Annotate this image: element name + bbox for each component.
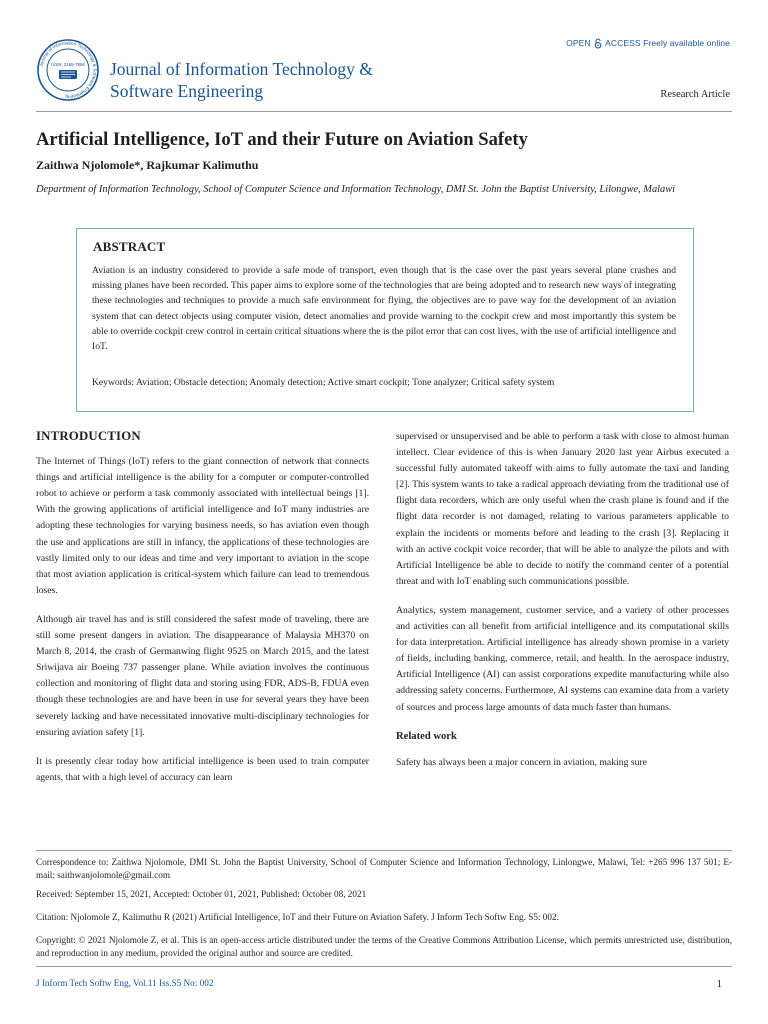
- open-access-lock-icon: [594, 38, 602, 49]
- abstract-heading: ABSTRACT: [93, 239, 166, 254]
- correspondence: Correspondence to: Zaithwa Njolomole, DMI St. John the Baptist University, School of Computer Science and Information Technology, Linlongwe, Malawi, Tel: +265 996 137 501; E-mail: saithwanjolomole@gmail.com: [36, 857, 732, 880]
- svg-text:Journal of Information Technol: Journal of Information Technology & Software Engineering: [38, 40, 98, 100]
- article-type: Research Article: [660, 89, 730, 100]
- introduction-heading: INTRODUCTION: [36, 429, 141, 443]
- journal-name-line1: Journal of Information Technology &: [110, 59, 373, 79]
- svg-text:ISSN: 2165-7866: ISSN: 2165-7866: [51, 62, 85, 67]
- body-paragraph: The Internet of Things (IoT) refers to the giant connection of network that connects things and artificial intelligence is the ability for a computer or computer-controlled robot to achieve or perform a task commonly associated with intellectual beings [1]. With the growing applications of artificial intelligence and IoT many industries are adopting these technologies for varying business needs, so has aviation even though the use and applications are still in infancy, the applications of these technologies are vastly limited only to our ideas and time and very important to aviation in the scope that most aviation application is critical-system which failure can lead to tremendous loses.: [36, 456, 369, 596]
- open-access-banner: [566, 38, 730, 49]
- article-dates: Received: September 15, 2021, Accepted: October 01, 2021, Published: October 08, 2021: [36, 889, 367, 899]
- article-authors: Zaithwa Njolomole*, Rajkumar Kalimuthu: [36, 158, 259, 172]
- footer-bottom-divider: [36, 966, 732, 967]
- related-work-heading: Related work: [396, 730, 457, 742]
- footer-divider: [36, 850, 732, 851]
- journal-name: [110, 58, 470, 102]
- open-access-prefix: OPEN: [566, 38, 591, 48]
- page-number: 1: [716, 978, 722, 990]
- footer-journal-reference: J Inform Tech Softw Eng, Vol.11 Iss.S5 No: 002: [36, 978, 214, 988]
- abstract-text: Aviation is an industry considered to provide a safe mode of transport, even though that is the case over the past years several plane crashes and missing planes have been recorded. This paper aims to explore some of the technologies that are being adopted and to research new ways of integrating these technologies and techniques to provide a much safe environment for flying, the objectives are to pave way for the development of an aviation system that can detect objects using computer vision, detect anomalies and provide warning to the cockpit crew and most importantly this system be able to override cockpit crew control in certain critical situations where the is the pilot error that can cost lives, with the use of artificial intelligence and IoT.: [92, 265, 676, 353]
- body-paragraph: It is presently clear today how artificial intelligence is been used to train computer agents, that with a high level of accuracy can learn: [36, 755, 369, 783]
- header-divider: [36, 111, 732, 112]
- open-access-label: ACCESS Freely available online: [605, 38, 730, 48]
- body-paragraph: Although air travel has and is still considered the safest mode of traveling, there are still some present dangers in aviation. The disappearance of Malaysia MH370 on March 8, 2014, the crash of Germanwing flight 9525 on March 2015, and the latest Sriwijava air Boeing 737 passenger plane. While aviation involves the continuous collection and monitoring of flight data and storing using FDR, ADS-B, FDUA even though these technologies are and have been in use for several years they have been severely lacking and have necessitated innovative multi-disciplinary technologies for ensuring aviation safety [1].: [36, 613, 369, 738]
- abstract-box: [76, 228, 694, 412]
- citation: Citation: Njolomole Z, Kalimuthu R (2021) Artificial Intelligence, IoT and their Future on Aviation Safety. J Inform Tech Softw Eng. S5: 002.: [36, 912, 559, 922]
- body-paragraph: Safety has always been a major concern in aviation, making sure: [396, 756, 647, 768]
- right-column: [396, 429, 729, 784]
- copyright: Copyright: © 2021 Njolomole Z, et al. This is an open-access article distributed under the terms of the Creative Commons Attribution License, which permits unrestricted use, distribution, and reproduction in any medium, provided the original author and source are credited.: [36, 935, 732, 958]
- journal-logo: [37, 39, 99, 101]
- journal-name-line2: Software Engineering: [110, 81, 264, 101]
- author-affiliation: Department of Information Technology, School of Computer Science and Information Technology, DMI St. John the Baptist University, Lilongwe, Malawi: [36, 184, 676, 195]
- body-paragraph: supervised or unsupervised and be able to perform a task with close to almost human intellect. Clear evidence of this is when January 2020 last year Airbus executed a successful fully automated takeoff with aims to fully automate the taxi and landing [2]. This system wants to take a radical approach deviating from the traditional use of flight data recorders, which are only useful when the crash plane is found and if the flight data recorder is not damaged, relating to various parameters applicable to explain the incidents or moments before and leading to the crash [3]. Replacing it with an active cockpit voice recorder, that will be able to analyze the pilots and with Artificial Intelligence be able to decide to notify the command center of a potential threat and with IoT enabling such communications possible.: [396, 431, 729, 587]
- body-paragraph: Analytics, system management, customer service, and a variety of other processes and activities can all benefit from artificial intelligence and its computational skills for data interpretation. Artificial intelligence has already shown promise in a variety of fields, including banking, commerce, retail, and health. In the aerospace industry, Artificial Intelligence (AI) can assist corporations expedite manufacturing while also addressing safety concerns. Furthermore, AI systems can examine data from a variety of sources and process large amounts of data much faster than humans.: [396, 604, 729, 713]
- article-title: Artificial Intelligence, IoT and their Future on Aviation Safety: [36, 129, 528, 150]
- keywords: Keywords: Aviation; Obstacle detection; Anomaly detection; Active smart cockpit; Tone analyzer; Critical safety system: [92, 377, 555, 388]
- left-column: [36, 428, 369, 799]
